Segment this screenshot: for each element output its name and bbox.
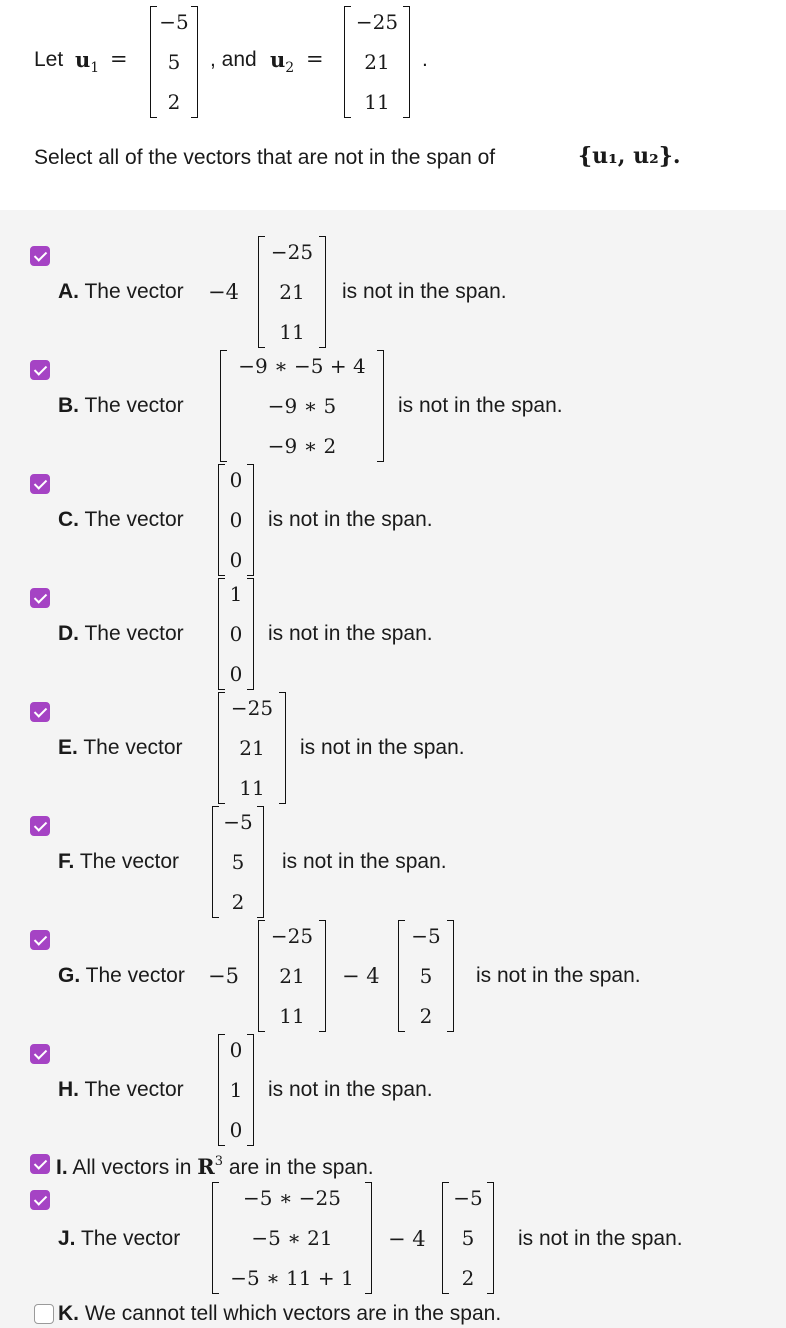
- vector-cell: −9 ∗ 2: [267, 434, 337, 458]
- option-e-label: E. The vector: [58, 736, 183, 759]
- checkbox-option-b[interactable]: [30, 360, 50, 380]
- span-set: {u₁, u₂}.: [578, 143, 681, 169]
- answer-options: [0, 210, 786, 1328]
- option-a-vector: [258, 236, 326, 348]
- option-j-label: J. The vector: [58, 1227, 181, 1250]
- u2-period: .: [422, 48, 428, 71]
- u2-vector: [344, 6, 410, 118]
- option-g-vector: [258, 920, 326, 1032]
- option-b-suffix: is not in the span.: [398, 394, 563, 417]
- checkbox-option-g[interactable]: [30, 930, 50, 950]
- and-label: , and: [210, 48, 257, 71]
- u2-equals: =: [306, 47, 324, 71]
- option-g-vector2: [398, 920, 454, 1032]
- checkbox-option-j[interactable]: [30, 1190, 50, 1210]
- option-a-scalar: −4: [208, 280, 239, 304]
- u1-label: $u_1$: [75, 47, 100, 76]
- option-h-suffix: is not in the span.: [268, 1078, 433, 1101]
- vector-cell: 21: [364, 50, 390, 74]
- vector-cell: 2: [167, 90, 181, 114]
- option-d-vector: [218, 578, 254, 690]
- option-j-vector: [212, 1182, 372, 1294]
- vector-cell: −25: [230, 696, 274, 720]
- vector-cell: 5: [461, 1226, 475, 1250]
- vector-cell: 0: [229, 1118, 243, 1142]
- vector-cell: −5 ∗ 11 + 1: [230, 1266, 354, 1290]
- checkbox-option-e[interactable]: [30, 702, 50, 722]
- vector-cell: 2: [419, 1004, 433, 1028]
- vector-cell: −5: [453, 1186, 483, 1210]
- vector-cell: 0: [229, 1038, 243, 1062]
- option-e-vector: [218, 692, 286, 804]
- option-a-suffix: is not in the span.: [342, 280, 507, 303]
- question-panel: [0, 0, 786, 210]
- option-h-label: H. The vector: [58, 1078, 184, 1101]
- option-d-suffix: is not in the span.: [268, 622, 433, 645]
- checkbox-option-f[interactable]: [30, 816, 50, 836]
- vector-cell: 11: [279, 1004, 305, 1028]
- option-f-label: F. The vector: [58, 850, 180, 873]
- option-e-suffix: is not in the span.: [300, 736, 465, 759]
- option-f-vector: [212, 806, 264, 918]
- checkbox-option-k[interactable]: [34, 1304, 54, 1324]
- option-g-label: G. The vector: [58, 964, 185, 987]
- checkbox-option-i[interactable]: [30, 1154, 50, 1174]
- option-a-label: A. The vector: [58, 280, 184, 303]
- option-b-label: B. The vector: [58, 394, 184, 417]
- vector-cell: 0: [229, 662, 243, 686]
- vector-cell: 21: [239, 736, 265, 760]
- vector-cell: −5: [159, 10, 189, 34]
- checkbox-option-a[interactable]: [30, 246, 50, 266]
- prompt-text: Select all of the vectors that are not in the span of: [34, 146, 496, 169]
- option-c-label: C. The vector: [58, 508, 184, 531]
- vector-cell: 0: [229, 622, 243, 646]
- vector-cell: −5: [411, 924, 441, 948]
- vector-cell: 11: [239, 776, 265, 800]
- u1-equals: =: [110, 47, 128, 71]
- vector-cell: −5: [223, 810, 253, 834]
- vector-cell: 1: [229, 582, 243, 606]
- vector-cell: −9 ∗ −5 + 4: [238, 354, 366, 378]
- vector-cell: −25: [355, 10, 399, 34]
- u2-label: $u_2$: [270, 47, 295, 76]
- vector-cell: 0: [229, 548, 243, 572]
- option-g-scalar: −5: [208, 964, 239, 988]
- vector-cell: −25: [270, 240, 314, 264]
- checkbox-option-d[interactable]: [30, 588, 50, 608]
- option-k-label: K. We cannot tell which vectors are in the span.: [58, 1302, 502, 1325]
- option-c-suffix: is not in the span.: [268, 508, 433, 531]
- option-h-vector: [218, 1034, 254, 1146]
- vector-cell: 2: [461, 1266, 475, 1290]
- option-f-suffix: is not in the span.: [282, 850, 447, 873]
- vector-cell: 11: [279, 320, 305, 344]
- vector-cell: 5: [419, 964, 433, 988]
- option-g-suffix: is not in the span.: [476, 964, 641, 987]
- option-g-operator: − 4: [342, 964, 380, 988]
- vector-cell: 11: [364, 90, 390, 114]
- option-b-vector: [220, 350, 384, 462]
- vector-cell: 5: [231, 850, 245, 874]
- checkbox-option-c[interactable]: [30, 474, 50, 494]
- vector-cell: 1: [229, 1078, 243, 1102]
- option-j-vector2: [442, 1182, 494, 1294]
- vector-cell: 2: [231, 890, 245, 914]
- vector-cell: −5 ∗ −25: [243, 1186, 341, 1210]
- option-j-suffix: is not in the span.: [518, 1227, 683, 1250]
- vector-cell: 5: [167, 50, 181, 74]
- vector-cell: −25: [270, 924, 314, 948]
- vector-cell: 0: [229, 468, 243, 492]
- option-i-label: I. All vectors in $R^3$ are in the span.: [56, 1154, 374, 1179]
- option-c-vector: [218, 464, 254, 576]
- vector-cell: 21: [279, 280, 305, 304]
- let-label: Let: [34, 48, 64, 71]
- checkbox-option-h[interactable]: [30, 1044, 50, 1064]
- option-d-label: D. The vector: [58, 622, 184, 645]
- option-j-operator: − 4: [388, 1227, 426, 1251]
- vector-cell: −9 ∗ 5: [267, 394, 337, 418]
- u1-vector: [150, 6, 198, 118]
- vector-cell: 0: [229, 508, 243, 532]
- vector-cell: −5 ∗ 21: [251, 1226, 333, 1250]
- vector-cell: 21: [279, 964, 305, 988]
